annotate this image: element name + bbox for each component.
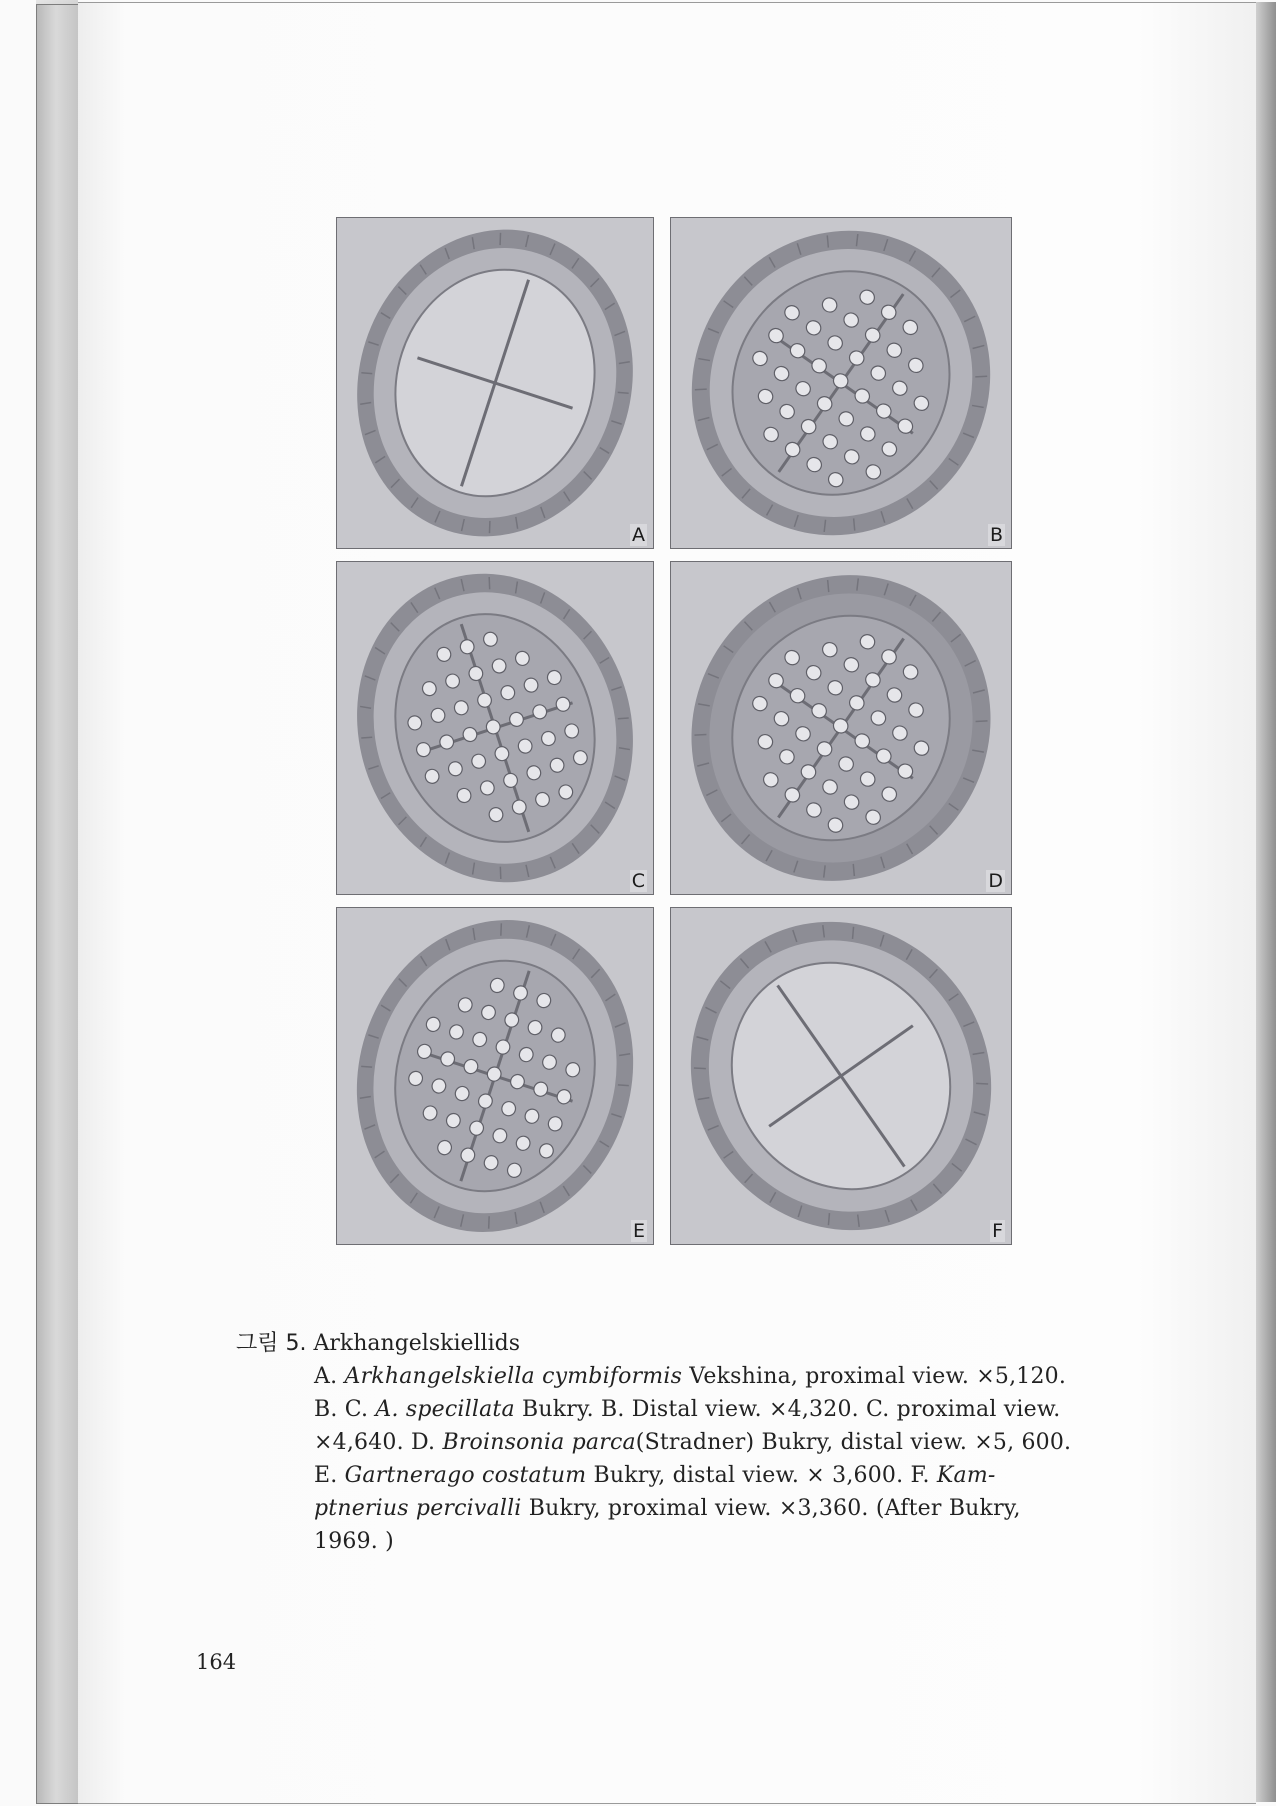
coccolith-micrograph — [671, 218, 1011, 548]
caption-text: B. C. — [314, 1397, 376, 1422]
caption-text: Bukry, distal view. × 3,600. F. — [586, 1463, 937, 1488]
panel-letter: F — [992, 1220, 1003, 1242]
caption-line — [314, 1426, 1136, 1459]
micrograph-panel-e — [336, 907, 654, 1245]
caption-taxon-name: Broinsonia parca — [442, 1430, 636, 1455]
caption-line — [314, 1525, 1136, 1558]
panel-letter: B — [989, 524, 1003, 546]
caption-taxon-name: ptnerius percivalli — [314, 1496, 522, 1521]
caption-text: E. — [314, 1463, 345, 1488]
caption-text: Bukry, proximal view. ×3,360. (After Bukry, — [521, 1496, 1021, 1521]
coccolith-micrograph — [337, 908, 653, 1244]
micrograph-panel-a — [336, 217, 654, 549]
caption-line — [314, 1393, 1136, 1426]
figure-caption — [236, 1327, 1136, 1558]
caption-taxon-name: A. specillata — [375, 1397, 515, 1422]
caption-text: A. — [314, 1364, 345, 1389]
caption-line — [314, 1459, 1136, 1492]
coccolith-micrograph — [337, 218, 653, 548]
panel-letter: E — [632, 1220, 645, 1242]
caption-taxon-name: Gartnerago costatum — [344, 1463, 587, 1488]
micrograph-panel-c — [336, 561, 654, 895]
caption-text: (Stradner) Bukry, distal view. ×5, 600. — [635, 1430, 1072, 1455]
micrograph-panel-f — [670, 907, 1012, 1245]
panel-letter: C — [631, 870, 645, 892]
micrograph-figure — [336, 217, 1010, 1245]
caption-heading-line — [236, 1327, 1136, 1360]
caption-text: Vekshina, proximal view. ×5,120. — [682, 1364, 1067, 1389]
coccolith-micrograph — [337, 562, 653, 894]
page-edge-shadow — [1256, 2, 1276, 1802]
caption-body — [236, 1360, 1136, 1558]
coccolith-micrograph — [671, 908, 1011, 1244]
caption-heading: Arkhangelskiellids — [313, 1331, 520, 1356]
caption-taxon-name: Arkhangelskiella cymbiformis — [344, 1364, 683, 1389]
figure-label: 그림 5. — [236, 1331, 307, 1356]
panel-letter: D — [988, 870, 1003, 892]
micrograph-panel-d — [670, 561, 1012, 895]
caption-line — [314, 1492, 1136, 1525]
micrograph-panel-b — [670, 217, 1012, 549]
caption-text: 1969. ) — [314, 1529, 394, 1554]
book-spine — [36, 4, 80, 1804]
caption-line — [314, 1360, 1136, 1393]
page-number: 164 — [196, 1650, 237, 1674]
panel-letter: A — [632, 524, 645, 546]
coccolith-micrograph — [671, 562, 1011, 894]
caption-text: Bukry. B. Distal view. ×4,320. C. proximal view. — [514, 1397, 1061, 1422]
caption-text: ×4,640. D. — [314, 1430, 443, 1455]
caption-taxon-name: Kam- — [936, 1463, 996, 1488]
